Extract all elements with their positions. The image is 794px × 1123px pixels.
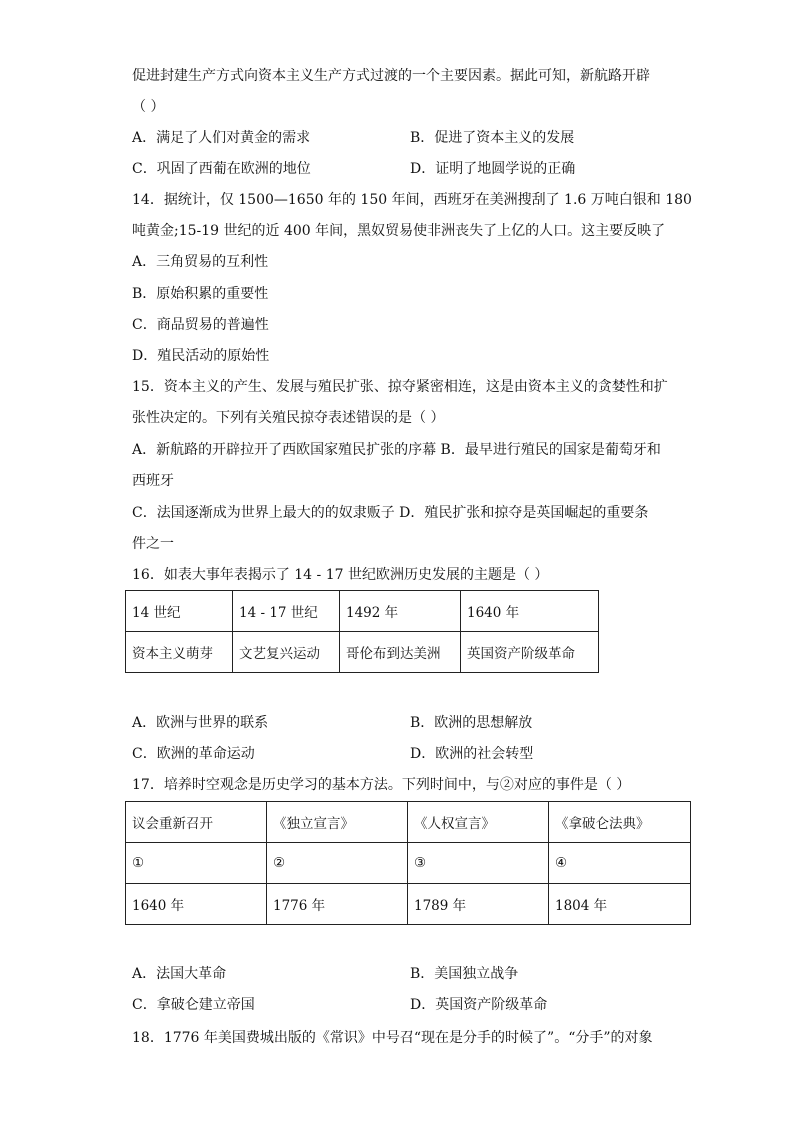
q15-options-ab-line1: A．新航路的开辟拉开了西欧国家殖民扩张的序幕 B．最早进行殖民的国家是葡萄牙和 xyxy=(132,442,661,458)
q16-option-b: B．欧洲的思想解放 xyxy=(410,715,533,731)
q14-stem-line2: 吨黄金;15-19 世纪的近 400 年间，黑奴贸易使非洲丧失了上亿的人口。这主要反映了 xyxy=(132,223,666,239)
q15-stem-line2: 张性决定的。下列有关殖民掠夺表述错误的是（ ） xyxy=(132,410,445,426)
q14-option-b: B．原始积累的重要性 xyxy=(132,286,269,302)
q14-option-c: C．商品贸易的普遍性 xyxy=(132,317,269,333)
q17-option-c: C．拿破仑建立帝国 xyxy=(132,997,255,1013)
q14-option-a: A．三角贸易的互利性 xyxy=(132,254,269,270)
table-cell: ② xyxy=(267,843,408,884)
table-cell: 1640 年 xyxy=(126,884,267,925)
q16-option-c: C．欧洲的革命运动 xyxy=(132,746,255,762)
table-cell: 英国资产阶级革命 xyxy=(461,632,599,673)
q13-option-a: A．满足了人们对黄金的需求 xyxy=(132,130,311,146)
q16-timeline-table xyxy=(125,590,599,673)
table-cell: 《独立宣言》 xyxy=(267,802,408,843)
table-cell: 1492 年 xyxy=(340,591,461,632)
q16-option-d: D．欧洲的社会转型 xyxy=(410,746,534,762)
table-row xyxy=(126,632,599,673)
table-cell: 哥伦布到达美洲 xyxy=(340,632,461,673)
q16-stem: 16．如表大事年表揭示了 14 - 17 世纪欧洲历史发展的主题是（ ） xyxy=(132,567,549,583)
q14-option-d: D．殖民活动的原始性 xyxy=(132,348,270,364)
table-cell: ① xyxy=(126,843,267,884)
q13-option-c: C．巩固了西葡在欧洲的地位 xyxy=(132,161,311,177)
table-cell: 资本主义萌芽 xyxy=(126,632,233,673)
table-cell: 14 世纪 xyxy=(126,591,233,632)
table-cell: 1789 年 xyxy=(408,884,549,925)
table-cell: 1640 年 xyxy=(461,591,599,632)
table-row xyxy=(126,884,691,925)
q13-option-d: D．证明了地圆学说的正确 xyxy=(410,161,576,177)
q13-option-b: B．促进了资本主义的发展 xyxy=(410,130,575,146)
q17-option-a: A．法国大革命 xyxy=(132,966,227,982)
q18-stem-line1: 18．1776 年美国费城出版的《常识》中号召“现在是分手的时候了”。“分手”的对象 xyxy=(132,1030,653,1046)
q17-option-d: D．英国资产阶级革命 xyxy=(410,997,548,1013)
table-row xyxy=(126,843,691,884)
table-cell: 1776 年 xyxy=(267,884,408,925)
table-cell: ④ xyxy=(549,843,691,884)
table-cell: 文艺复兴运动 xyxy=(233,632,340,673)
q17-option-b: B．美国独立战争 xyxy=(410,966,519,982)
table-cell: 1804 年 xyxy=(549,884,691,925)
table-cell: 《拿破仑法典》 xyxy=(549,802,691,843)
table-row xyxy=(126,802,691,843)
q14-stem-line1: 14．据统计，仅 1500—1650 年的 150 年间，西班牙在美洲搜刮了 1.6 万吨白银和 180 xyxy=(132,192,692,208)
q15-options-cd-line1: C．法国逐渐成为世界上最大的的奴隶贩子 D．殖民扩张和掠夺是英国崛起的重要条 xyxy=(132,505,649,521)
q15-stem-line1: 15．资本主义的产生、发展与殖民扩张、掠夺紧密相连，这是由资本主义的贪婪性和扩 xyxy=(132,379,668,395)
table-cell: ③ xyxy=(408,843,549,884)
q15-options-ab-line2: 西班牙 xyxy=(132,473,174,489)
q15-options-cd-line2: 件之一 xyxy=(132,536,174,552)
q16-option-a: A．欧洲与世界的联系 xyxy=(132,715,269,731)
table-cell: 14 - 17 世纪 xyxy=(233,591,340,632)
table-row xyxy=(126,591,599,632)
table-cell: 议会重新召开 xyxy=(126,802,267,843)
table-cell: 《人权宣言》 xyxy=(408,802,549,843)
q13-stem-line2: （ ） xyxy=(132,99,165,115)
q17-timeline-table xyxy=(125,801,691,925)
q17-stem: 17．培养时空观念是历史学习的基本方法。下列时间中，与②对应的事件是（ ） xyxy=(132,777,631,793)
q13-stem-line1: 促进封建生产方式向资本主义生产方式过渡的一个主要因素。据此可知，新航路开辟 xyxy=(132,68,650,84)
